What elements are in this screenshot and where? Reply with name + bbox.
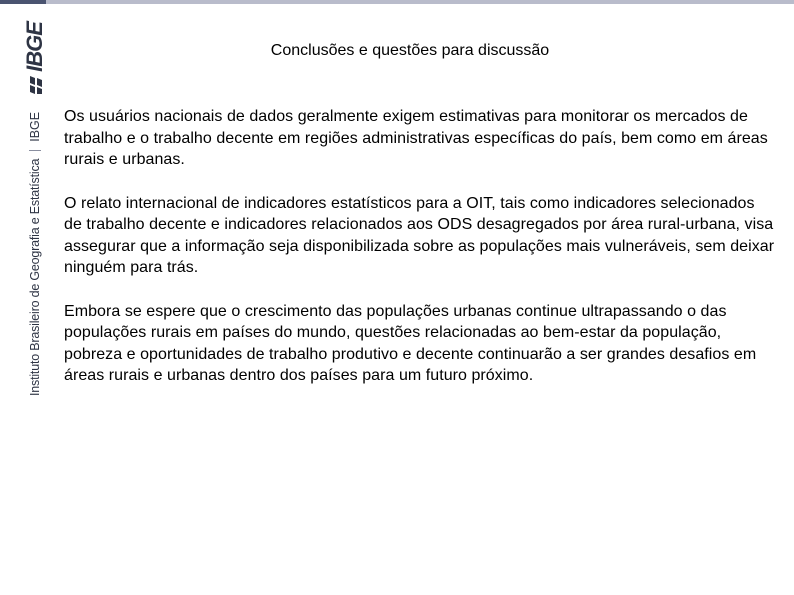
top-accent-bar-light <box>46 0 794 4</box>
brand-vertical-strip <box>23 22 47 396</box>
paragraph-1: Os usuários nacionais de dados geralmente exigem estimativas para monitorar os mercados de trabalho e o trabalho decente em regiões administrativas específicas do país, bem como em áreas rurais e urbanas. <box>64 108 768 168</box>
ibge-logo-text: IBGE <box>22 22 47 72</box>
brand-divider <box>29 150 41 151</box>
institute-name: Instituto Brasileiro de Geografia e Estatística <box>28 158 42 396</box>
slide-body <box>64 106 776 409</box>
ibge-logo-mark-icon <box>28 76 42 94</box>
slide-title: Conclusões e questões para discussão <box>270 42 550 59</box>
brand-sidebar <box>0 4 46 595</box>
paragraph-3: Embora se espere que o crescimento das populações urbanas continue ultrapassando o das populações rurais em países do mundo, questões relacionadas ao bem-estar da população, pobreza e oportunidades de trabalho produtivo e decente continuarão a ser grandes desafios em áreas rurais e urbanas dentro dos países para um futuro próximo. <box>64 302 757 384</box>
institute-short-name: IBGE <box>28 111 42 142</box>
paragraph-2: O relato internacional de indicadores estatísticos para a OIT, tais como indicadores selecionados de trabalho decente e indicadores relacionados aos ODS desagregados por área rural-urbana, visa assegurar que a informação seja disponibilizada sobre as populações mais vulneráveis, sem deixar ninguém para trás. <box>64 194 775 276</box>
